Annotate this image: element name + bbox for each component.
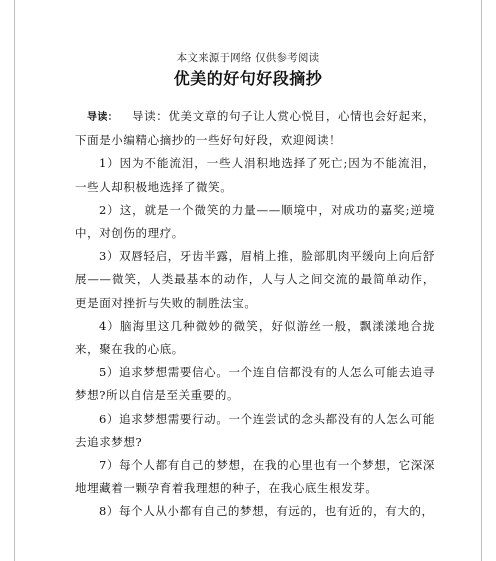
paragraph-2: 2）这，就是一个微笑的力量——顺境中，对成功的嘉奖;逆境中，对创伤的理疗。 <box>75 202 435 241</box>
paragraph-5: 5）追求梦想需要信心。一个连自信都没有的人怎么可能去追寻梦想?所以自信是至关重要的。 <box>75 365 435 403</box>
document-page <box>14 0 482 561</box>
paragraph-1: 1）因为不能流泪，一些人涓积地选择了死亡;因为不能流泪，一些人却积极地选择了微笑。 <box>75 156 435 194</box>
intro-paragraph <box>75 105 435 152</box>
source-note: 本文来源于网络 仅供参考阅读 <box>176 52 320 64</box>
paragraph-7: 7）每个人都有自己的梦想，在我的心里也有一个梦想，它深深地埋藏着一颗孕育着我理想的种子，在我心底生根发芽。 <box>75 458 435 496</box>
paragraph-4: 4）脑海里这几种微妙的微笑，好似游丝一般，飘漾漾地合拢来，聚在我的心底。 <box>75 318 435 357</box>
article-body <box>75 105 435 524</box>
paragraph-3: 3）双唇轻启，牙齿半露，眉梢上推，脸部肌肉平缓向上向后舒展——微笑，人类最基本的动作，人与人之间交流的最简单动作，更是面对挫折与失败的制胜法宝。 <box>75 249 435 310</box>
intro-label: 导读： <box>87 112 118 123</box>
page-title: 优美的好句好段摘抄 <box>173 69 323 88</box>
paragraph-8: 8）每个人从小都有自己的梦想，有远的，也有近的，有大的， <box>99 504 434 519</box>
intro-text: 导读：优美文章的句子让人赏心悦目，心情也会好起来，下面是小编精心摘抄的一些好句好段，欢迎阅读！ <box>75 109 435 148</box>
paragraph-6: 6）追求梦想需要行动。一个连尝试的念头都没有的人怎么可能去追求梦想? <box>75 411 435 449</box>
